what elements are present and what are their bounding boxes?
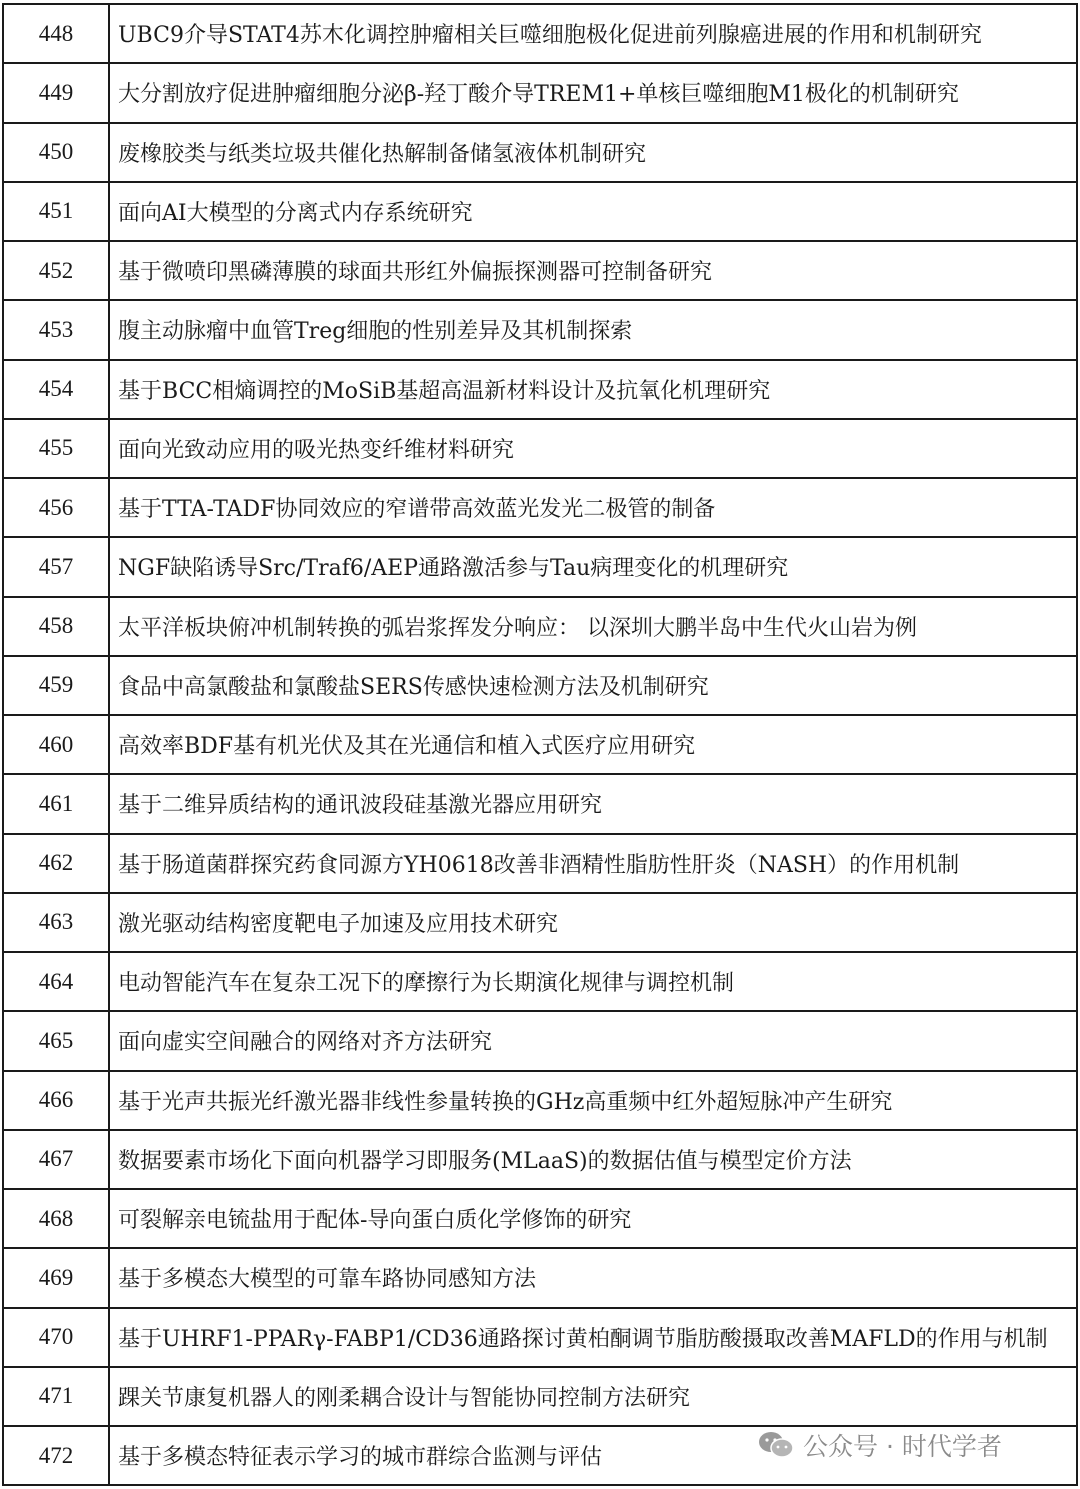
table-row (4, 361, 1078, 420)
row-number: 465 (4, 1012, 110, 1071)
project-title: 基于二维异质结构的通讯波段硅基激光器应用研究 (110, 775, 1078, 834)
row-number: 471 (4, 1368, 110, 1427)
project-title: 面向虚实空间融合的网络对齐方法研究 (110, 1012, 1078, 1071)
row-number: 451 (4, 183, 110, 242)
table-row (4, 124, 1078, 183)
project-title: 废橡胶类与纸类垃圾共催化热解制备储氢液体机制研究 (110, 124, 1078, 183)
project-title: 基于微喷印黑磷薄膜的球面共形红外偏振探测器可控制备研究 (110, 242, 1078, 301)
table-row (4, 301, 1078, 360)
table-row (4, 64, 1078, 123)
row-number: 463 (4, 894, 110, 953)
table-row (4, 657, 1078, 716)
table-row (4, 479, 1078, 538)
project-title: 可裂解亲电锍盐用于配体-导向蛋白质化学修饰的研究 (110, 1190, 1078, 1249)
row-number: 453 (4, 301, 110, 360)
project-title: 基于BCC相熵调控的MoSiB基超高温新材料设计及抗氧化机理研究 (110, 361, 1078, 420)
table-row (4, 1249, 1078, 1308)
project-title: 电动智能汽车在复杂工况下的摩擦行为长期演化规律与调控机制 (110, 953, 1078, 1012)
wechat-icon (757, 1430, 795, 1460)
row-number: 462 (4, 835, 110, 894)
row-number: 458 (4, 598, 110, 657)
row-number: 466 (4, 1072, 110, 1131)
project-title: 基于肠道菌群探究药食同源方YH0618改善非酒精性脂肪性肝炎（NASH）的作用机制 (110, 835, 1078, 894)
table-row (4, 894, 1078, 953)
project-title: 基于多模态大模型的可靠车路协同感知方法 (110, 1249, 1078, 1308)
project-title: 基于光声共振光纤激光器非线性参量转换的GHz高重频中红外超短脉冲产生研究 (110, 1072, 1078, 1131)
table-row (4, 5, 1078, 64)
project-title: 面向光致动应用的吸光热变纤维材料研究 (110, 420, 1078, 479)
project-title: 踝关节康复机器人的刚柔耦合设计与智能协同控制方法研究 (110, 1368, 1078, 1427)
row-number: 468 (4, 1190, 110, 1249)
table-row (4, 1131, 1078, 1190)
project-title: 太平洋板块俯冲机制转换的弧岩浆挥发分响应： 以深圳大鹏半岛中生代火山岩为例 (110, 598, 1078, 657)
table-row (4, 598, 1078, 657)
row-number: 469 (4, 1249, 110, 1308)
project-title: 腹主动脉瘤中血管Treg细胞的性别差异及其机制探索 (110, 301, 1078, 360)
table-row (4, 420, 1078, 479)
project-title: 基于TTA-TADF协同效应的窄谱带高效蓝光发光二极管的制备 (110, 479, 1078, 538)
project-title: UBC9介导STAT4苏木化调控肿瘤相关巨噬细胞极化促进前列腺癌进展的作用和机制研究 (110, 5, 1078, 64)
row-number: 460 (4, 716, 110, 775)
table-row (4, 1190, 1078, 1249)
row-number: 449 (4, 64, 110, 123)
table-row (4, 1012, 1078, 1071)
row-number: 459 (4, 657, 110, 716)
project-title: 面向AI大模型的分离式内存系统研究 (110, 183, 1078, 242)
project-title: 激光驱动结构密度靶电子加速及应用技术研究 (110, 894, 1078, 953)
project-title: 高效率BDF基有机光伏及其在光通信和植入式医疗应用研究 (110, 716, 1078, 775)
row-number: 454 (4, 361, 110, 420)
project-title: 大分割放疗促进肿瘤细胞分泌β-羟丁酸介导TREM1+单核巨噬细胞M1极化的机制研究 (110, 64, 1078, 123)
table-row (4, 183, 1078, 242)
row-number: 464 (4, 953, 110, 1012)
watermark (757, 1425, 1002, 1465)
watermark-text: 公众号 · 时代学者 (803, 1432, 1002, 1461)
project-title: 基于UHRF1-PPARγ-FABP1/CD36通路探讨黄柏酮调节脂肪酸摄取改善MAFLD的作用与机制 (110, 1309, 1078, 1368)
table-row (4, 716, 1078, 775)
table-row (4, 775, 1078, 834)
row-number: 461 (4, 775, 110, 834)
project-table (2, 3, 1078, 1486)
table-row (4, 835, 1078, 894)
table-row (4, 1309, 1078, 1368)
row-number: 448 (4, 5, 110, 64)
row-number: 450 (4, 124, 110, 183)
row-number: 456 (4, 479, 110, 538)
row-number: 457 (4, 538, 110, 597)
table-row (4, 1368, 1078, 1427)
project-title: 基于多模态特征表示学习的城市群综合监测与评估 (110, 1427, 1078, 1486)
row-number: 470 (4, 1309, 110, 1368)
project-title: 数据要素市场化下面向机器学习即服务(MLaaS)的数据估值与模型定价方法 (110, 1131, 1078, 1190)
row-number: 452 (4, 242, 110, 301)
project-title: NGF缺陷诱导Src/Traf6/AEP通路激活参与Tau病理变化的机理研究 (110, 538, 1078, 597)
row-number: 455 (4, 420, 110, 479)
row-number: 467 (4, 1131, 110, 1190)
table-row (4, 538, 1078, 597)
table-row (4, 953, 1078, 1012)
table-row (4, 1072, 1078, 1131)
table-row (4, 242, 1078, 301)
project-title: 食品中高氯酸盐和氯酸盐SERS传感快速检测方法及机制研究 (110, 657, 1078, 716)
row-number: 472 (4, 1427, 110, 1486)
